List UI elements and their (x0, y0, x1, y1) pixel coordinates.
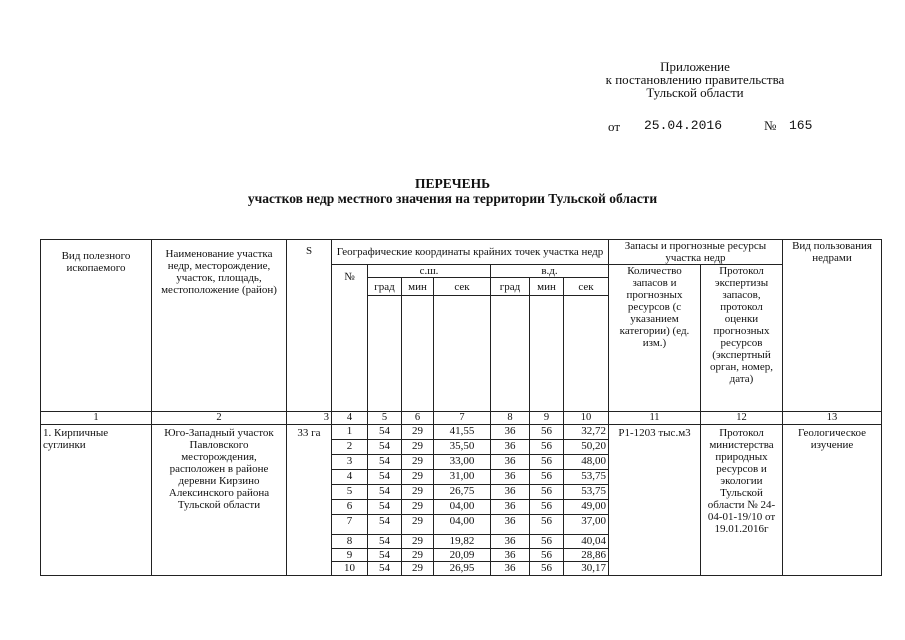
page-subtitle: участков недр местного значения на территории Тульской области (247, 191, 658, 206)
lat-deg: 54 (368, 548, 402, 561)
lon-deg: 36 (491, 484, 530, 499)
lon-deg: 36 (491, 561, 530, 575)
lon-sec: 32,72 (564, 424, 609, 439)
header-site-name: Наименование участка недр, месторождение, участок, площадь, местоположение (район) (152, 240, 287, 412)
col-number: 7 (434, 412, 491, 425)
lon-deg: 36 (491, 454, 530, 469)
lat-min: 29 (402, 454, 434, 469)
lat-deg: 54 (368, 439, 402, 454)
lon-deg: 36 (491, 439, 530, 454)
col-number: 10 (564, 412, 609, 425)
point-number: 9 (332, 548, 368, 561)
lon-min: 56 (530, 484, 564, 499)
col-number: 3 (287, 412, 332, 425)
header-lon-min: мин (530, 278, 564, 296)
header-use-type: Вид пользования недрами (783, 240, 882, 412)
lat-deg: 54 (368, 499, 402, 514)
point-number: 2 (332, 439, 368, 454)
header-reserves: Запасы и прогнозные ресурсы участка недр (609, 240, 783, 265)
header-longitude: в.д. (491, 265, 609, 278)
lon-deg: 36 (491, 424, 530, 439)
reserves-quantity-cell: Р1-1203 тыс.м3 (609, 424, 701, 575)
lat-deg: 54 (368, 454, 402, 469)
header-lat-sec: сек (434, 278, 491, 296)
lat-min: 29 (402, 514, 434, 534)
site-name-cell: Юго-Западный участок Павловского месторождения, расположен в районе деревни Кирзино Алексинского района Тульской области (152, 424, 287, 575)
lat-sec: 26,75 (434, 484, 491, 499)
lat-sec: 20,09 (434, 548, 491, 561)
decree-date: 25.04.2016 (644, 118, 723, 133)
lat-min: 29 (402, 561, 434, 575)
lat-deg: 54 (368, 534, 402, 548)
lon-sec: 50,20 (564, 439, 609, 454)
col-number: 11 (609, 412, 701, 425)
page-title: ПЕРЕЧЕНЬ (414, 176, 491, 191)
header-lon-deg: град (491, 278, 530, 296)
lon-sec: 30,17 (564, 561, 609, 575)
lat-sec: 04,00 (434, 499, 491, 514)
mineral-type-cell: 1. Кирпичные суглинки (41, 424, 152, 575)
lon-min: 56 (530, 561, 564, 575)
lon-deg: 36 (491, 514, 530, 534)
use-type-cell: Геологическое изучение (783, 424, 882, 575)
lat-min: 29 (402, 469, 434, 484)
col-number: 5 (368, 412, 402, 425)
point-number: 6 (332, 499, 368, 514)
lon-min: 56 (530, 454, 564, 469)
header-point-number: № (332, 265, 368, 412)
header-mineral-type: Вид полезного ископаемого (41, 240, 152, 412)
col-number: 13 (783, 412, 882, 425)
header-reserves-quantity: Количество запасов и прогнозных ресурсов (с указанием категории) (ед. изм.) (609, 265, 701, 412)
lon-deg: 36 (491, 534, 530, 548)
lon-sec: 28,86 (564, 548, 609, 561)
lon-min: 56 (530, 534, 564, 548)
col-number: 4 (332, 412, 368, 425)
lon-deg: 36 (491, 469, 530, 484)
lat-deg: 54 (368, 561, 402, 575)
lat-min: 29 (402, 548, 434, 561)
col-number: 2 (152, 412, 287, 425)
lon-min: 56 (530, 499, 564, 514)
column-numbers-row (41, 412, 882, 425)
lat-min: 29 (402, 424, 434, 439)
header-coordinates: Географические координаты крайних точек участка недр (332, 240, 609, 265)
lon-min: 56 (530, 514, 564, 534)
lon-min: 56 (530, 424, 564, 439)
lat-min: 29 (402, 484, 434, 499)
point-number: 1 (332, 424, 368, 439)
header-protocol: Протокол экспертизы запасов, протокол оценки прогнозных ресурсов (экспертный орган, номер, дата) (701, 265, 783, 412)
area-cell: 33 га (287, 424, 332, 575)
header-lon-sec: сек (564, 278, 609, 296)
lat-sec: 33,00 (434, 454, 491, 469)
lon-min: 56 (530, 469, 564, 484)
subsoil-sites-table (40, 239, 882, 576)
lat-deg: 54 (368, 469, 402, 484)
lat-sec: 04,00 (434, 514, 491, 534)
protocol-cell: Протокол министерства природных ресурсов и экологии Тульской области № 24-04-01-19/10 от 19.01.2016г (701, 424, 783, 575)
decree-number: 165 (789, 118, 813, 133)
header-latitude: с.ш. (368, 265, 491, 278)
col-number: 6 (402, 412, 434, 425)
point-number: 3 (332, 454, 368, 469)
header-area: S (287, 240, 332, 412)
lat-sec: 41,55 (434, 424, 491, 439)
header-lat-min: мин (402, 278, 434, 296)
lon-sec: 49,00 (564, 499, 609, 514)
lon-deg: 36 (491, 499, 530, 514)
lat-sec: 31,00 (434, 469, 491, 484)
lat-sec: 19,82 (434, 534, 491, 548)
point-number: 5 (332, 484, 368, 499)
from-label: от (608, 119, 621, 134)
lon-deg: 36 (491, 548, 530, 561)
lat-min: 29 (402, 534, 434, 548)
lon-sec: 40,04 (564, 534, 609, 548)
lon-sec: 53,75 (564, 469, 609, 484)
number-label: № (764, 118, 777, 133)
lat-deg: 54 (368, 484, 402, 499)
point-number: 8 (332, 534, 368, 548)
lat-sec: 26,95 (434, 561, 491, 575)
point-number: 4 (332, 469, 368, 484)
appendix-line-2: к постановлению правительства (605, 72, 785, 87)
lon-min: 56 (530, 548, 564, 561)
lat-min: 29 (402, 499, 434, 514)
col-number: 1 (41, 412, 152, 425)
lon-sec: 48,00 (564, 454, 609, 469)
appendix-line-1: Приложение (660, 59, 730, 74)
col-number: 8 (491, 412, 530, 425)
lat-deg: 54 (368, 424, 402, 439)
lon-sec: 53,75 (564, 484, 609, 499)
header-lat-deg: град (368, 278, 402, 296)
col-number: 12 (701, 412, 783, 425)
point-number: 7 (332, 514, 368, 534)
point-number: 10 (332, 561, 368, 575)
lat-min: 29 (402, 439, 434, 454)
col-number: 9 (530, 412, 564, 425)
appendix-line-3: Тульской области (646, 85, 744, 100)
lon-min: 56 (530, 439, 564, 454)
lon-sec: 37,00 (564, 514, 609, 534)
lat-sec: 35,50 (434, 439, 491, 454)
lat-deg: 54 (368, 514, 402, 534)
table-row (41, 424, 882, 439)
